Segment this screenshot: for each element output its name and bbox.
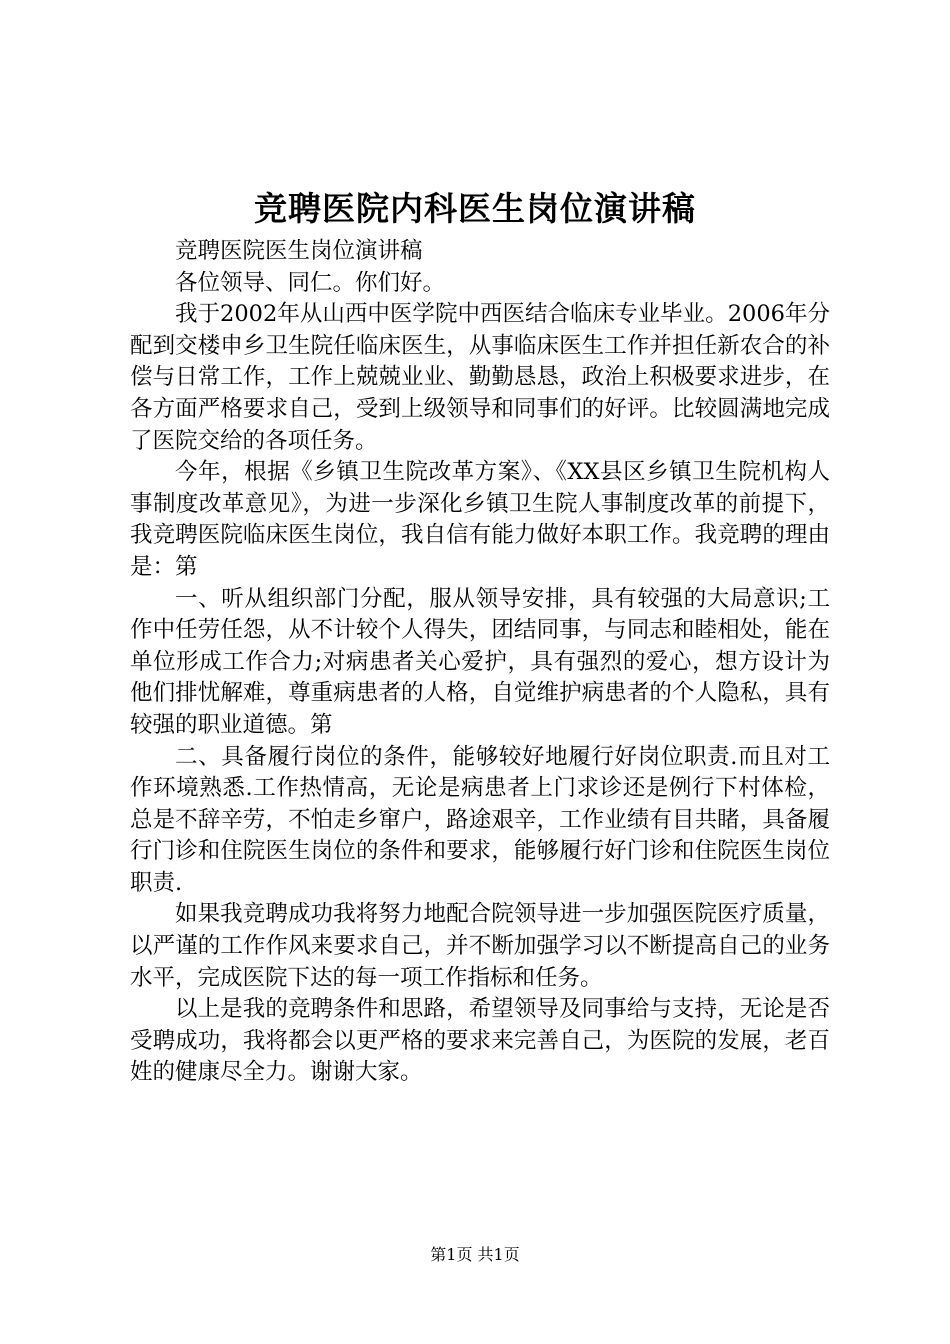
- paragraph-subtitle: 竞聘医院医生岗位演讲稿: [175, 238, 423, 264]
- paragraph-background: 我于2002年从山西中医学院中西医结合临床专业毕业。2006年分配到交楼申乡卫生院任临床医生，从事临床医生工作并担任新农合的补偿与日常工作，工作上兢兢业业、勤勤恳恳，政治上积极要求进步，在各方面严格要求自己，受到上级领导和同事们的好评。比较圆满地完成了医院交给的各项任务。: [130, 301, 830, 454]
- paragraph-greeting: 各位领导、同仁。你们好。: [175, 269, 446, 296]
- paragraph-reform: 今年，根据《乡镇卫生院改革方案》、《XX县区乡镇卫生院机构人事制度改革意见》，为进一步深化乡镇卫生院人事制度改革的前提下，我竞聘医院临床医生岗位，我自信有能力做好本职工作。我竞聘的理由是：第: [130, 459, 830, 580]
- paragraph-closing: 以上是我的竞聘条件和思路，希望领导及同事给与支持，无论是否受聘成功，我将都会以更严格的要求来完善自己，为医院的发展，老百姓的健康尽全力。谢谢大家。: [130, 996, 830, 1086]
- paragraph-reason-one: 一、听从组织部门分配，服从领导安排，具有较强的大局意识;工作中任劳任怨，从不计较个人得失，团结同事，与同志和睦相处，能在单位形成工作合力;对病患者关心爱护，具有强烈的爱心，想方设计为他们排忧解难，尊重病患者的人格，自觉维护病患者的个人隐私，具有较强的职业道德。第: [130, 585, 830, 738]
- document-body: [130, 236, 830, 1089]
- paragraph-commitment: 如果我竞聘成功我将努力地配合院领导进一步加强医院医疗质量，以严谨的工作作风来要求自己，并不断加强学习以不断提高自己的业务水平，完成医院下达的每一项工作指标和任务。: [130, 901, 830, 991]
- paragraph-reason-two: 二、具备履行岗位的条件，能够较好地履行好岗位职责.而且对工作环境熟悉.工作热情高，无论是病患者上门求诊还是例行下村体检，总是不辞辛劳，不怕走乡窜户，路途艰辛，工作业绩有目共睹，具备履行门诊和住院医生岗位的条件和要求，能够履行好门诊和住院医生岗位职责.: [130, 743, 830, 896]
- page-footer: 第1页 共1页: [430, 1245, 520, 1264]
- document-title: 竞聘医院内科医生岗位演讲稿: [254, 189, 696, 228]
